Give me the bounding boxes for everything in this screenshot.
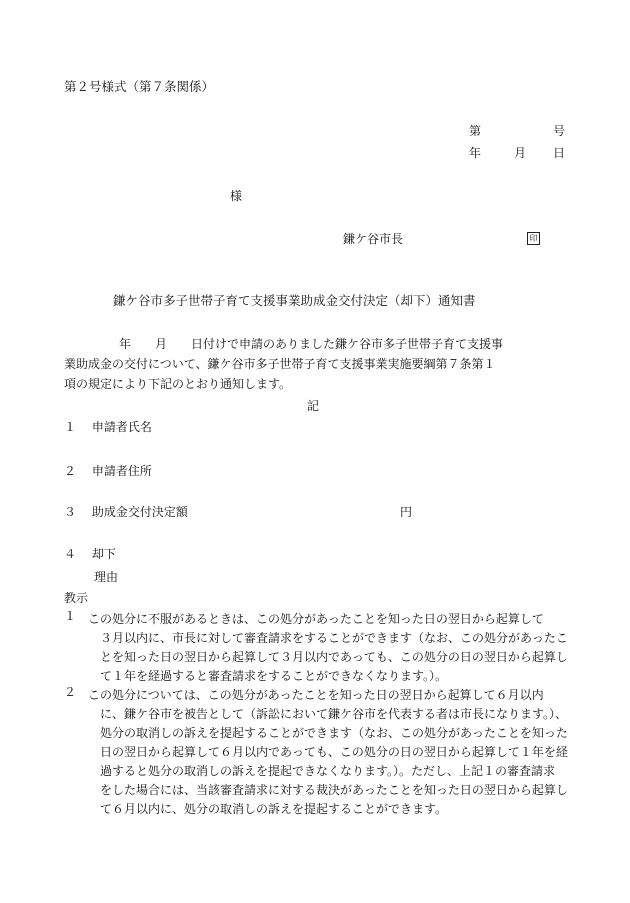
- notice-number: １: [64, 609, 77, 623]
- notice-line: ３月以内に、市長に対して審査請求をすることができます（なお、この処分があったこ: [100, 631, 568, 645]
- form-code: 第２号様式（第７条関係）: [64, 79, 215, 94]
- notice-entry: [64, 610, 574, 686]
- notice-line: て１年を経過すると審査請求をすることができなくなります。）。: [100, 669, 448, 683]
- body-paragraph: [64, 334, 569, 394]
- item-applicant-name: １ 申請者氏名: [64, 420, 152, 434]
- notice-line: 処分の取消しの訴えを提起することができます（なお、この処分があったことを知った: [100, 726, 568, 740]
- yen-unit: 円: [400, 505, 413, 519]
- notice-line: とを知った日の翌日から起算して３月以内であっても、この処分の日の翌日から起算し: [100, 650, 568, 664]
- date-day: 日: [553, 146, 566, 160]
- item-rejection: ４ 却下: [64, 547, 116, 561]
- notice-list: [64, 610, 574, 819]
- notice-line: て６月以内に、処分の取消しの訴えを提起することができます。: [100, 802, 448, 816]
- date-year: 年: [469, 146, 482, 160]
- sender-title: 鎌ケ谷市長: [343, 232, 404, 246]
- document-number-suffix: 号: [553, 124, 566, 138]
- notice-number: ２: [64, 685, 77, 699]
- seal-mark: 印: [527, 232, 540, 245]
- item-grant-amount: ３ 助成金交付決定額: [64, 505, 188, 519]
- document-title: 鎌ケ谷市多子世帯子育て支援事業助成金交付決定（却下）通知書: [113, 293, 476, 308]
- notice-line: 過すると処分の取消しの訴えを提起できなくなります。）。ただし、上記１の審査請求: [100, 764, 556, 778]
- body-line: 項の規定により下記のとおり通知します。: [64, 377, 292, 391]
- body-line: 年 月 日付けで申請のありました鎌ケ谷市多子世帯子育て支援事: [119, 337, 504, 351]
- date-month: 月: [514, 146, 527, 160]
- notice-line: この処分については、この処分があったことを知った日の翌日から起算して６月以内: [88, 688, 544, 702]
- addressee-suffix: 様: [230, 189, 243, 203]
- item-applicant-address: ２ 申請者住所: [64, 464, 152, 478]
- notice-heading: 教示: [64, 591, 89, 605]
- ki-heading: 記: [307, 399, 320, 413]
- body-line: 業助成金の交付について、鎌ケ谷市多子世帯子育て支援事業実施要綱第７条第１: [64, 357, 496, 371]
- document-number-label: 第: [469, 124, 482, 138]
- rejection-reason-label: 理由: [94, 570, 119, 584]
- notice-line: この処分に不服があるときは、この処分があったことを知った日の翌日から起算して: [88, 612, 544, 626]
- notice-line: に、鎌ケ谷市を被告として（訴訟において鎌ケ谷市を代表する者は市長になります。）、: [100, 707, 568, 721]
- notice-line: 日の翌日から起算して６月以内であっても、この処分の日の翌日から起算して１年を経: [100, 745, 568, 759]
- notice-entry: [64, 686, 574, 819]
- notice-line: をした場合には、当該審査請求に対する裁決があったことを知った日の翌日から起算し: [100, 783, 568, 797]
